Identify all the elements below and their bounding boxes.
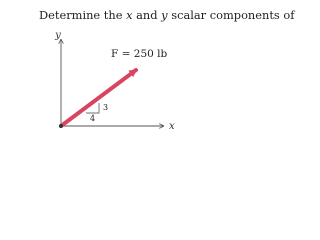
x-axis-label: x bbox=[169, 121, 175, 132]
y-axis-label: y bbox=[55, 30, 61, 41]
prompt-mid: and bbox=[132, 8, 162, 22]
prompt-pre: Determine the bbox=[39, 8, 127, 22]
slope-rise-label: 3 bbox=[103, 103, 109, 112]
origin-point bbox=[59, 124, 63, 128]
slope-run-label: 4 bbox=[90, 114, 96, 123]
prompt-var-y: y bbox=[161, 8, 168, 22]
prompt-var-x: x bbox=[126, 8, 133, 22]
force-diagram bbox=[0, 0, 221, 143]
force-label: F = 250 lb bbox=[111, 48, 168, 60]
prompt-post: scalar components of bbox=[167, 8, 295, 22]
force-vector-arrow bbox=[61, 70, 136, 126]
